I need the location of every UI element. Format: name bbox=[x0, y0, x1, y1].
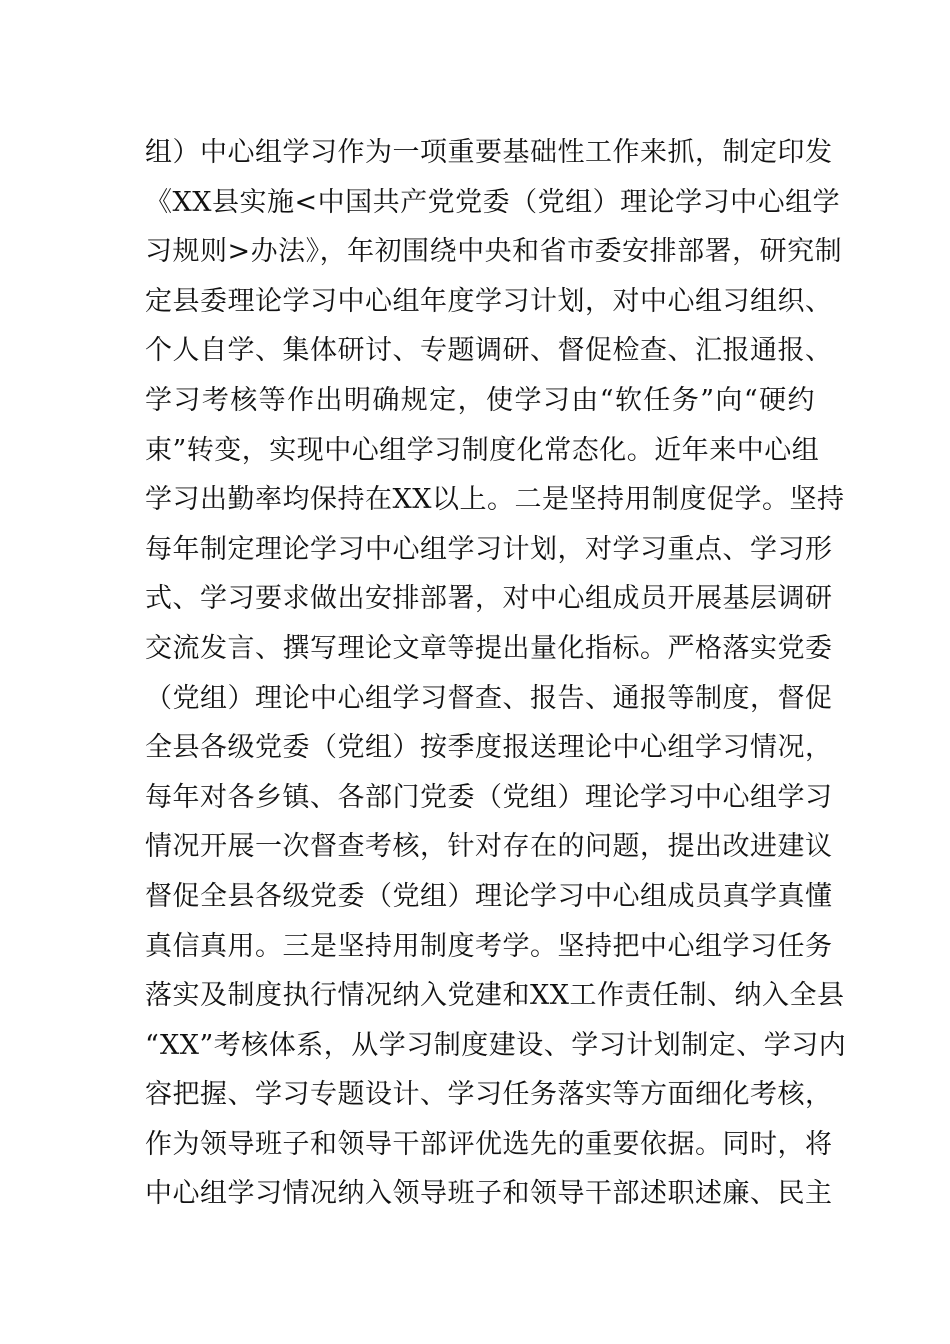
text-line: 作为领导班子和领导干部评优选先的重要依据。同时，将 bbox=[145, 1128, 833, 1160]
text-line: 习规则>办法》，年初围绕中央和省市委安排部署，研究制 bbox=[145, 236, 843, 268]
text-line: （党组）理论中心组学习督查、报告、通报等制度，督促 bbox=[145, 682, 833, 714]
text-line: 定县委理论学习中心组年度学习计划，对中心组习组织、 bbox=[145, 285, 833, 317]
text-line: 式、学习要求做出安排部署，对中心组成员开展基层调研 bbox=[145, 583, 833, 615]
text-line: 每年制定理论学习中心组学习计划，对学习重点、学习形 bbox=[145, 533, 833, 565]
body-text bbox=[145, 128, 847, 1219]
text-line: 组）中心组学习作为一项重要基础性工作来抓，制定印发 bbox=[145, 137, 833, 168]
text-line: 个人自学、集体研讨、专题调研、督促检查、汇报通报、 bbox=[145, 335, 833, 367]
text-line: 交流发言、撰写理论文章等提出量化指标。严格落实党委 bbox=[145, 632, 833, 664]
text-line: 容把握、学习专题设计、学习任务落实等方面细化考核， bbox=[145, 1079, 833, 1111]
text-line: 全县各级党委（党组）按季度报送理论中心组学习情况， bbox=[145, 732, 833, 764]
text-line: 真信真用。三是坚持用制度考学。坚持把中心组学习任务 bbox=[145, 930, 833, 962]
text-line: 情况开展一次督查考核，针对存在的问题，提出改进建议 bbox=[145, 831, 833, 863]
text-line: 督促全县各级党委（党组）理论学习中心组成员真学真懂 bbox=[145, 880, 833, 912]
text-line: 学习出勤率均保持在XX以上。二是坚持用制度促学。坚持 bbox=[145, 484, 845, 516]
text-line: 束”转变，实现中心组学习制度化常态化。近年来中心组 bbox=[145, 434, 820, 466]
text-line: “XX”考核体系，从学习制度建设、学习计划制定、学习内 bbox=[145, 1029, 847, 1061]
text-line: 每年对各乡镇、各部门党委（党组）理论学习中心组学习 bbox=[145, 781, 833, 813]
text-line: 《XX县实施<中国共产党党委（党组）理论学习中心组学 bbox=[145, 186, 841, 218]
text-line: 中心组学习情况纳入领导班子和领导干部述职述廉、民主 bbox=[145, 1178, 833, 1210]
text-line: 落实及制度执行情况纳入党建和XX工作责任制、纳入全县 bbox=[145, 980, 845, 1012]
text-line: 学习考核等作出明确规定，使学习由“软任务”向“硬约 bbox=[145, 384, 815, 416]
